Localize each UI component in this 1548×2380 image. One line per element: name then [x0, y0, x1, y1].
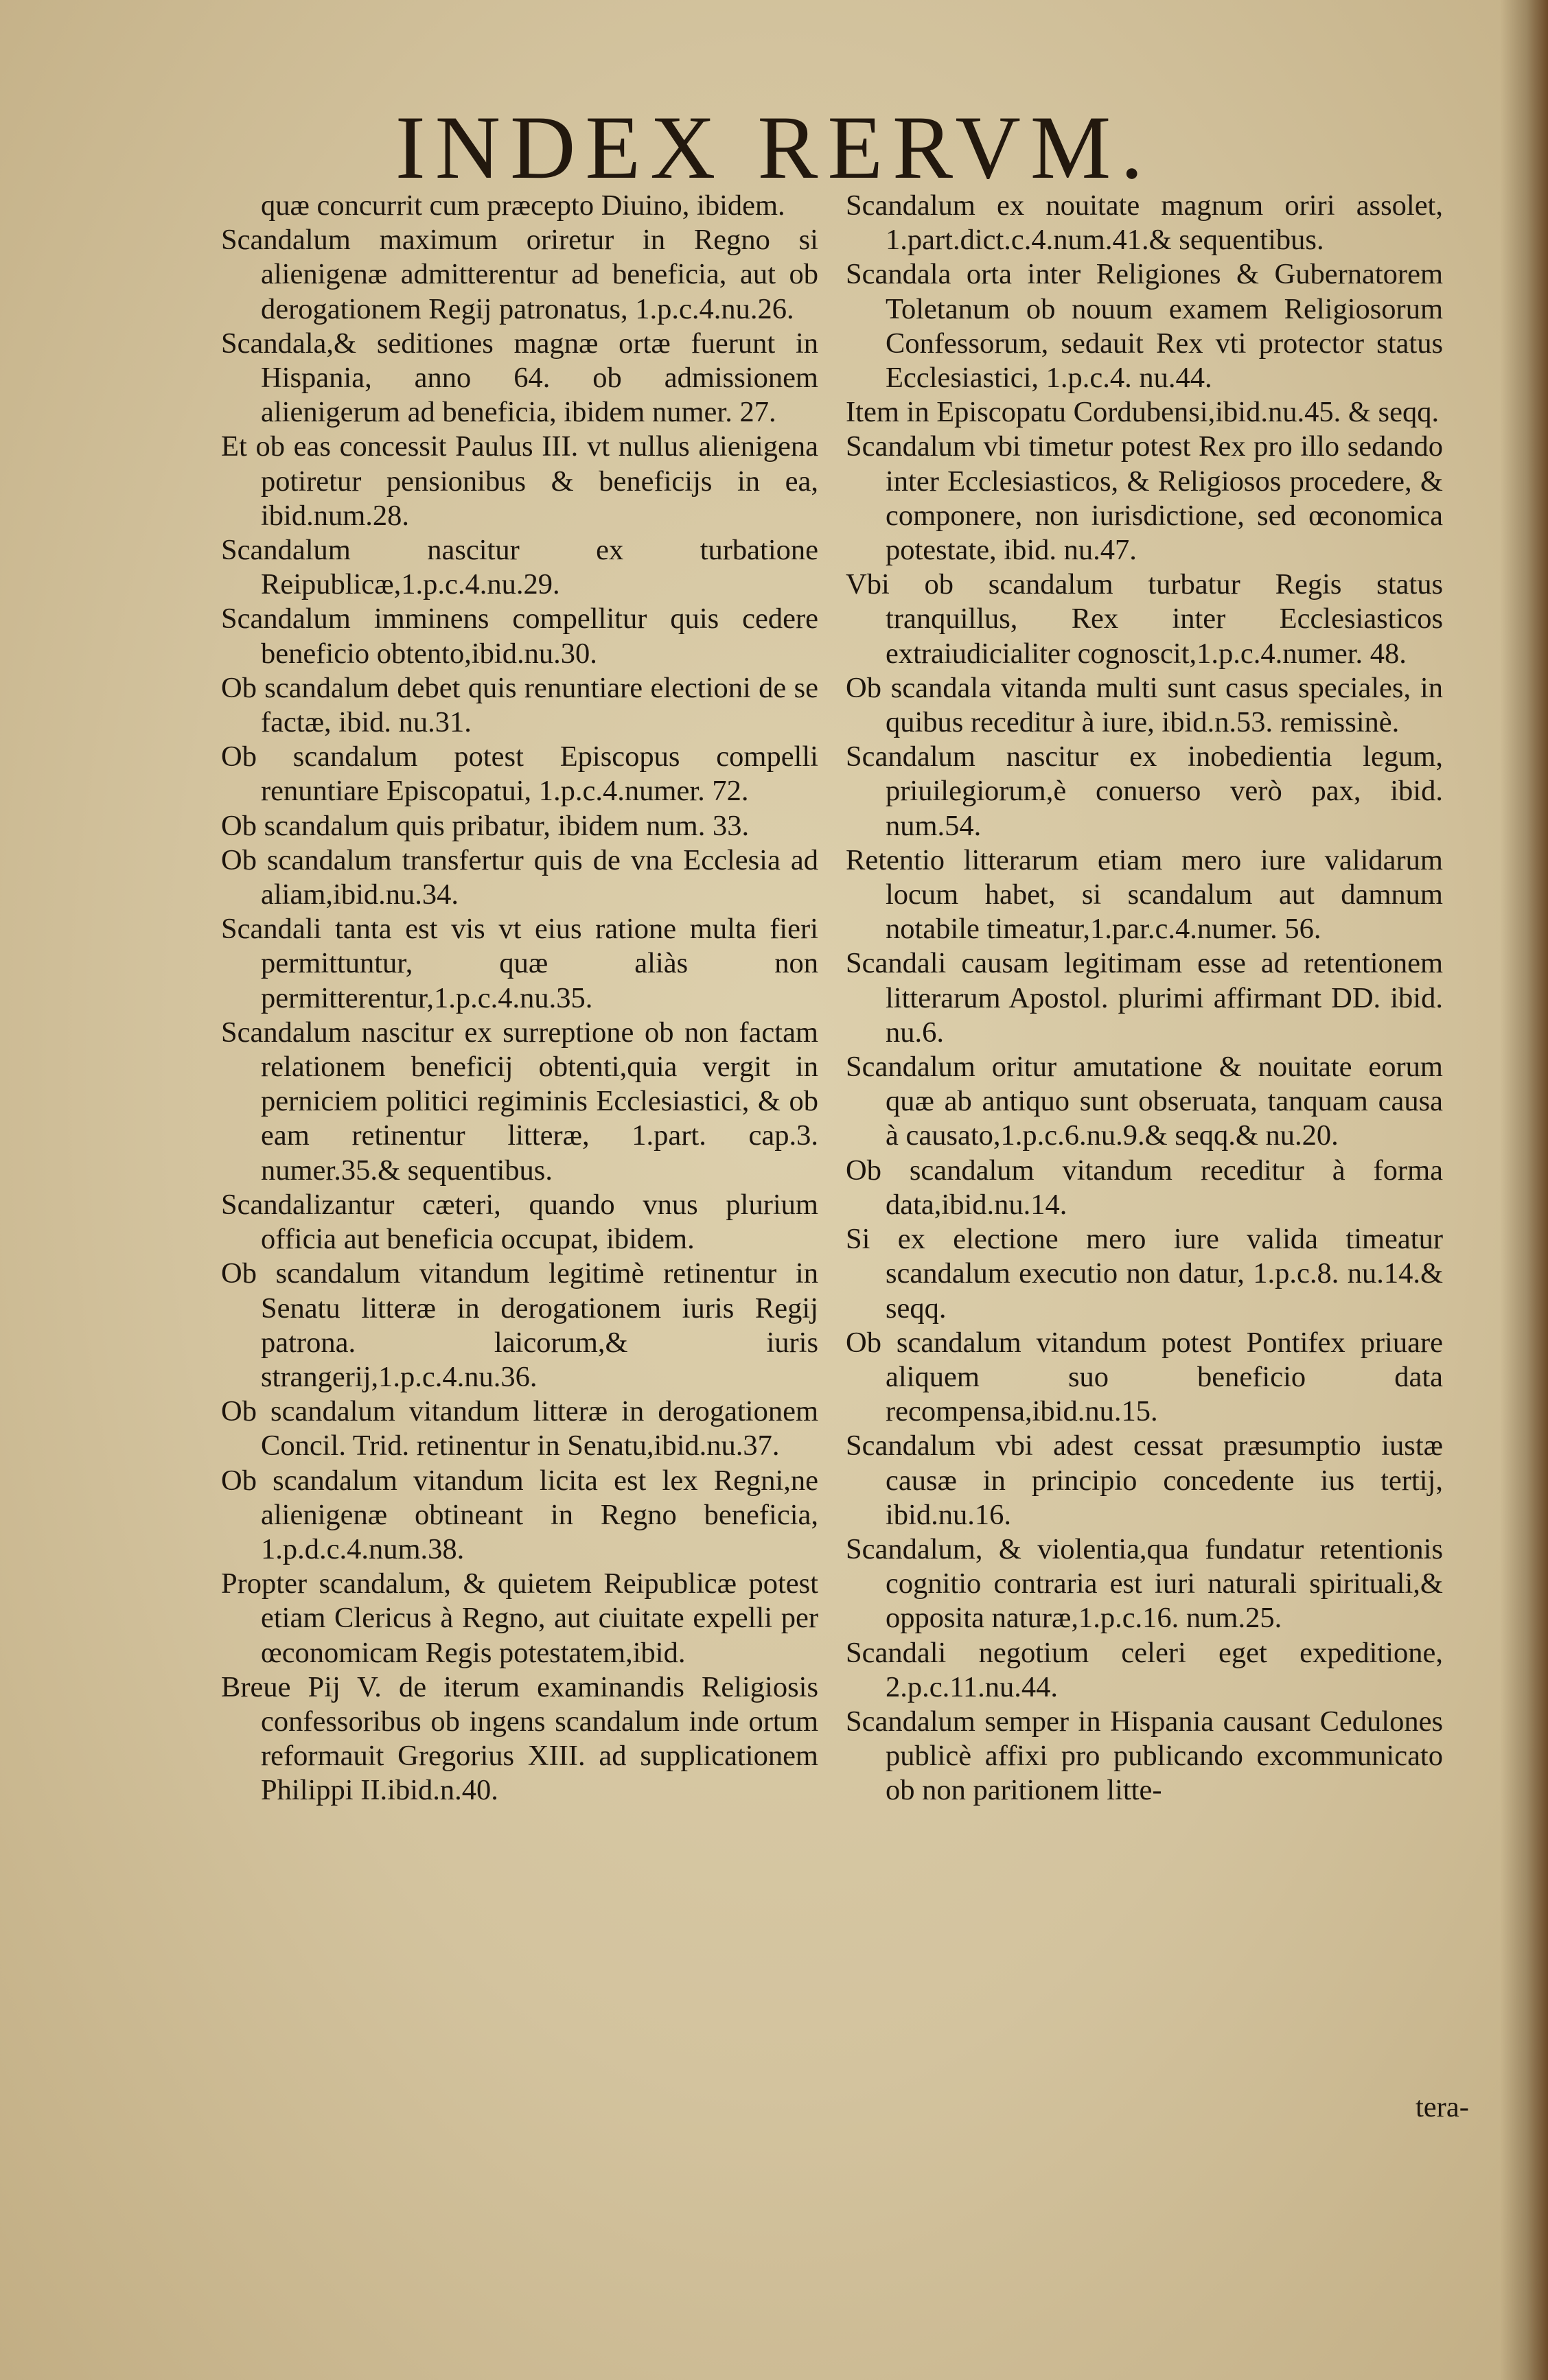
index-entry: Vbi ob scandalum turbatur Regis status tranquillus, Rex inter Ecclesiasticos extraiudicialiter cognoscit,1.p.c.4.numer. 48.	[846, 568, 1443, 670]
index-entry: Scandalum maximum oriretur in Regno si alienigenæ admitterentur ad beneficia, aut ob derogationem Regij patronatus, 1.p.c.4.nu.26.	[221, 224, 818, 325]
index-entry: Ob scandalum quis pribatur, ibidem num. 33.	[221, 809, 750, 842]
index-entry: Scandalizantur cæteri, quando vnus plurium officia aut beneficia occupat, ibidem.	[221, 1188, 818, 1256]
index-column-left	[221, 189, 818, 1808]
index-entry: Ob scandalum debet quis renuntiare electioni de se factæ, ibid. nu.31.	[221, 671, 818, 739]
index-entry: Scandalum oritur amutatione & nouitate eorum quæ ab antiquo sunt obseruata, tanquam causa à causato,1.p.c.6.nu.9.& seqq.& nu.20.	[846, 1051, 1443, 1152]
index-entry: Scandalum nascitur ex surreptione ob non factam relationem beneficij obtenti,quia vergit in perniciem politici regiminis Ecclesiastici, & ob eam retinentur litteræ, 1.part. cap.3. numer.35.& sequentibus.	[221, 1016, 818, 1187]
index-entry: Retentio litterarum etiam mero iure validarum locum habet, si scandalum aut damnum notabile timeatur,1.par.c.4.numer. 56.	[846, 843, 1443, 946]
index-entry: quæ concurrit cum præcepto Diuino, ibidem.	[261, 189, 785, 222]
index-entry: Ob scandalum vitandum potest Pontifex priuare aliquem suo beneficio data recompensa,ibid.nu.15.	[846, 1326, 1443, 1428]
index-entry: Scandali negotium celeri eget expeditione, 2.p.c.11.nu.44.	[846, 1636, 1443, 1703]
index-entry: Scandalum ex nouitate magnum oriri assolet, 1.part.dict.c.4.num.41.& sequentibus.	[846, 189, 1443, 257]
index-entry: Scandalum vbi adest cessat præsumptio iustæ causæ in principio concedente ius tertij, ibid.nu.16.	[846, 1430, 1443, 1531]
index-entry: Scandali tanta est vis vt eius ratione multa fieri permittuntur, quæ aliàs non permitterentur,1.p.c.4.nu.35.	[221, 913, 818, 1014]
index-entry: Ob scandalum transfertur quis de vna Ecclesia ad aliam,ibid.nu.34.	[221, 843, 818, 911]
index-entry: Ob scandalum vitandum licita est lex Regni,ne alienigenæ obtineant in Regno beneficia, 1.p.d.c.4.num.38.	[221, 1464, 818, 1565]
index-entry: Scandali causam legitimam esse ad retentionem litterarum Apostol. plurimi affirmant DD. ibid. nu.6.	[846, 947, 1443, 1049]
index-entry: Propter scandalum, & quietem Reipublicæ potest etiam Clericus à Regno, aut ciuitate expelli per œconomicam Regis potestatem,ibid.	[221, 1567, 818, 1669]
catchword: tera-	[1416, 2091, 1469, 2123]
index-entry: Scandala orta inter Religiones & Gubernatorem Toletanum ob nouum examem Religiosorum Confessorum, sedauit Rex vti protector status Ecclesiastici, 1.p.c.4. nu.44.	[846, 258, 1443, 395]
page-edge-shadow	[1500, 0, 1548, 2380]
index-entry: Et ob eas concessit Paulus III. vt nullus alienigena potiretur pensionibus & beneficijs in ea, ibid.num.28.	[221, 430, 818, 532]
index-entry: Ob scandalum potest Episcopus compelli renuntiare Episcopatui, 1.p.c.4.numer. 72.	[221, 740, 818, 808]
index-entry: Si ex electione mero iure valida timeatur scandalum executio non datur, 1.p.c.8. nu.14.& seqq.	[846, 1223, 1443, 1325]
index-entry: Scandalum nascitur ex turbatione Reipublicæ,1.p.c.4.nu.29.	[221, 534, 818, 601]
index-entry: Scandalum imminens compellitur quis cedere beneficio obtento,ibid.nu.30.	[221, 603, 818, 670]
index-entry: Scandalum nascitur ex inobedientia legum, priuilegiorum,è conuerso verò pax, ibid. num.54.	[846, 740, 1443, 842]
index-entry: Breue Pij V. de iterum examinandis Religiosis confessoribus ob ingens scandalum inde ortum reformauit Gregorius XIII. ad supplicationem Philippi II.ibid.n.40.	[221, 1670, 818, 1807]
index-entry: Scandalum, & violentia,qua fundatur retentionis cognitio contraria est iuri naturali spirituali,& opposita naturæ,1.p.c.16. num.25.	[846, 1532, 1443, 1635]
index-entry: Scandalum vbi timetur potest Rex pro illo sedando inter Ecclesiasticos, & Religiosos procedere, & componere, non iurisdictione, sed œconomica potestate, ibid. nu.47.	[846, 430, 1443, 567]
index-column-right	[846, 189, 1443, 1808]
index-entry: Ob scandalum vitandum litteræ in derogationem Concil. Trid. retinentur in Senatu,ibid.nu.37.	[221, 1395, 818, 1462]
index-entry: Scandalum semper in Hispania causant Cedulones publicè affixi pro publicando excommunicato ob non paritionem litte-	[846, 1705, 1443, 1807]
index-entry: Item in Episcopatu Cordubensi,ibid.nu.45. & seqq.	[846, 396, 1440, 429]
running-head: INDEX RERVM.	[395, 97, 1153, 198]
index-entry: Scandala,& seditiones magnæ ortæ fuerunt in Hispania, anno 64. ob admissionem alienigerum ad beneficia, ibidem numer. 27.	[221, 327, 818, 429]
index-entry: Ob scandalum vitandum receditur à forma data,ibid.nu.14.	[846, 1154, 1443, 1221]
index-entry: Ob scandalum vitandum legitimè retinentur in Senatu litteræ in derogationem iuris Regij patrona. laicorum,& iuris strangerij,1.p.c.4.nu.36.	[221, 1257, 818, 1393]
index-entry: Ob scandala vitanda multi sunt casus speciales, in quibus receditur à iure, ibid.n.53. remissinè.	[846, 671, 1443, 739]
